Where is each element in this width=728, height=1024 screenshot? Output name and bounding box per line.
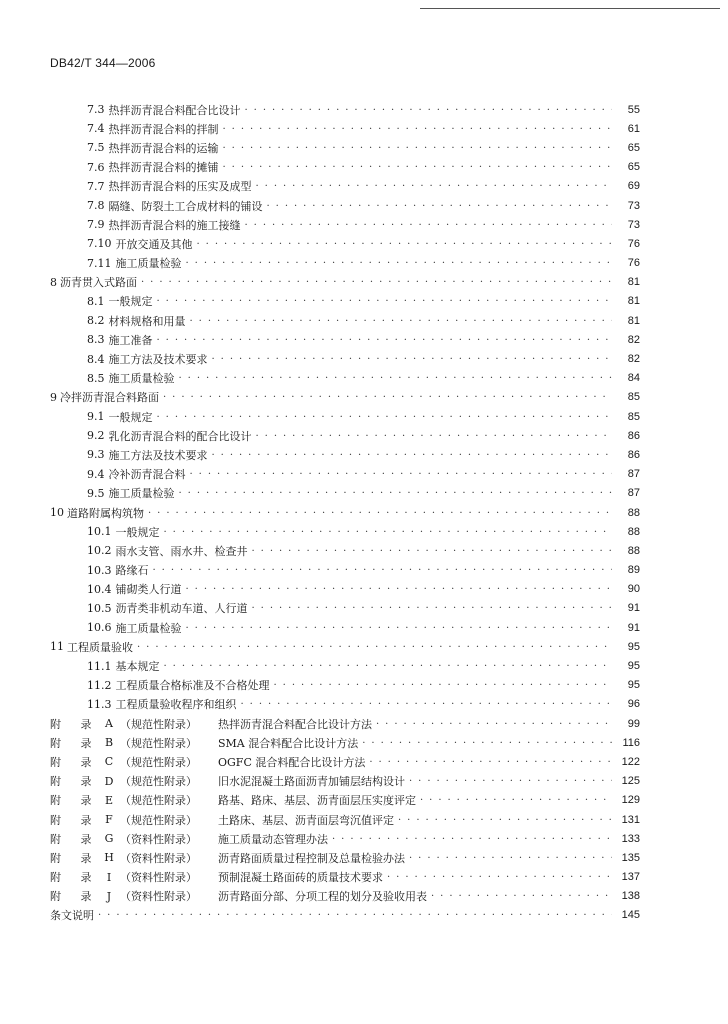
toc-entry-number: 7.7: [87, 179, 105, 193]
toc-entry[interactable]: [50, 580, 640, 599]
toc-entry-title: 施工质量检验: [115, 621, 182, 635]
appendix-type: （资料性附录）: [120, 890, 197, 904]
toc-entry[interactable]: [50, 503, 640, 522]
toc-entry-title: 一般规定: [108, 295, 153, 309]
appendix-letter: H: [104, 851, 114, 865]
toc-entry-title: 热拌沥青混合料配合比设计: [108, 103, 241, 117]
toc-leader-dots: [163, 391, 612, 403]
toc-entry[interactable]: [50, 196, 640, 215]
toc-leader-dots: [157, 334, 613, 346]
appendix-type: （规范性附录）: [120, 736, 197, 750]
toc-entry-number: 9.2: [87, 429, 105, 443]
toc-entry-page: 84: [627, 372, 640, 385]
toc-entry-number: 9.4: [87, 467, 105, 481]
toc-entry-title: 雨水支管、雨水井、检查井: [115, 544, 248, 558]
toc-entry-number: 7.10: [87, 237, 112, 251]
toc-entry-page: 85: [627, 410, 640, 423]
toc-leader-dots: [252, 545, 613, 557]
appendix-page: 135: [621, 851, 640, 864]
appendix-letter: A: [105, 717, 113, 731]
toc-entry-title: 基本规定: [115, 660, 160, 674]
appendix-prefix: 附: [50, 755, 61, 769]
toc-leader-dots: [164, 526, 613, 538]
toc-entry[interactable]: [50, 426, 640, 445]
toc-entry-number: 11.3: [87, 697, 112, 711]
toc-leader-dots: [212, 353, 613, 365]
appendix-letter: J: [106, 889, 112, 903]
appendix-page: 133: [621, 832, 640, 845]
appendix-page: 116: [622, 736, 640, 749]
toc-entry-title: 施工方法及技术要求: [108, 353, 208, 367]
appendix-prefix: 附: [50, 832, 61, 846]
toc-entry-page: 86: [627, 448, 640, 461]
appendix-title: 土路床、基层、沥青面层弯沉值评定: [218, 813, 394, 827]
toc-entry-title: 冷拌沥青混合料路面: [60, 391, 159, 405]
appendix-prefix: 附: [50, 717, 61, 731]
toc-entry[interactable]: [50, 541, 640, 560]
toc-entry-number: 8: [50, 275, 57, 289]
toc-entry-title: 热拌沥青混合料的压实及成型: [108, 180, 252, 194]
appendix-mid: 录: [80, 717, 92, 731]
toc-entry-title: 工程质量验收程序和组织: [115, 698, 237, 712]
toc-entry-page: 91: [627, 621, 640, 634]
toc-leader-dots: [252, 602, 613, 614]
toc-leader-dots: [223, 142, 613, 154]
toc-entry[interactable]: [50, 695, 640, 714]
toc-entry-number: 8.2: [87, 314, 105, 328]
appendix-title: SMA 混合料配合比设计方法: [218, 736, 359, 750]
toc-entry-page: 95: [627, 679, 640, 692]
toc-entry-page: 69: [627, 180, 640, 193]
toc-leader-dots: [362, 737, 612, 749]
toc-leader-dots: [179, 372, 613, 384]
toc-entry-title: 道路附属构筑物: [67, 506, 144, 520]
toc-leader-dots: [148, 507, 612, 519]
toc-entry-page: 82: [627, 333, 640, 346]
appendix-letter: C: [104, 755, 114, 769]
appendix-type: （规范性附录）: [120, 794, 197, 808]
toc-appendix-entry[interactable]: [50, 829, 640, 848]
toc-appendix-entry[interactable]: [50, 772, 640, 791]
toc-leader-dots: [376, 718, 612, 730]
appendix-mid: 录: [80, 755, 92, 769]
toc-leader-dots: [420, 794, 612, 806]
appendix-mid: 录: [80, 851, 92, 865]
toc-entry-number: 7.8: [87, 199, 105, 213]
toc-entry-number: 10.3: [87, 563, 112, 577]
toc-entry-page: 87: [627, 468, 640, 481]
toc-leader-dots: [245, 104, 613, 116]
toc-leader-dots: [256, 430, 613, 442]
toc-entry-page: 90: [627, 583, 640, 596]
toc-entry[interactable]: [50, 599, 640, 618]
toc-entry-page: 96: [627, 698, 640, 711]
appendix-mid: 录: [80, 871, 92, 885]
appendix-mid: 录: [80, 832, 92, 846]
toc-entry[interactable]: [50, 637, 640, 656]
toc-entry-page: 81: [627, 295, 640, 308]
toc-leader-dots: [137, 641, 612, 653]
toc-leader-dots: [157, 295, 613, 307]
toc-entry-page: 55: [627, 103, 640, 116]
appendix-title: 热拌沥青混合料配合比设计方法: [218, 717, 372, 731]
explanation-page: 145: [621, 909, 640, 922]
toc-entry-page: 82: [627, 353, 640, 366]
appendix-type: （规范性附录）: [120, 775, 197, 789]
toc-entry-number: 7.11: [87, 256, 112, 270]
appendix-mid: 录: [80, 813, 92, 827]
toc-leader-dots: [369, 756, 612, 768]
toc-entry-title: 施工质量检验: [115, 257, 182, 271]
toc-entry-page: 81: [627, 314, 640, 327]
toc-leader-dots: [98, 909, 612, 921]
toc-entry-page: 81: [627, 276, 640, 289]
appendix-mid: 录: [80, 890, 92, 904]
toc-entry[interactable]: [50, 138, 640, 157]
toc-entry-title: 乳化沥青混合料的配合比设计: [108, 429, 252, 443]
toc-entry-number: 10: [50, 506, 64, 520]
toc-entry-number: 10.2: [87, 544, 112, 558]
appendix-title: 旧水泥混凝土路面沥青加铺层结构设计: [218, 775, 405, 789]
toc-entry-title: 热拌沥青混合料的运输: [108, 141, 219, 155]
toc-entry-title: 沥青类非机动车道、人行道: [115, 602, 248, 616]
toc-entry-number: 9: [50, 390, 57, 404]
appendix-type: （资料性附录）: [120, 871, 197, 885]
top-rule: [420, 8, 720, 9]
toc-entry-title: 施工方法及技术要求: [108, 448, 208, 462]
toc-entry-number: 9.1: [87, 410, 105, 424]
appendix-prefix: 附: [50, 736, 61, 750]
toc-entry-page: 73: [627, 218, 640, 231]
toc-leader-dots: [179, 487, 613, 499]
toc-entry[interactable]: [50, 407, 640, 426]
toc-entry-number: 7.4: [87, 122, 105, 136]
toc-entry-page: 88: [627, 525, 640, 538]
toc-entry-page: 73: [627, 199, 640, 212]
toc-entry[interactable]: [50, 618, 640, 637]
appendix-prefix: 附: [50, 794, 61, 808]
toc-appendix-entry[interactable]: [50, 848, 640, 867]
toc-leader-dots: [157, 411, 613, 423]
appendix-page: 122: [621, 755, 640, 768]
toc-entry-title: 铺砌类人行道: [115, 583, 182, 597]
appendix-type: （资料性附录）: [120, 851, 197, 865]
toc-entry-number: 7.6: [87, 160, 105, 174]
toc-entry-number: 10.6: [87, 621, 112, 635]
toc-entry[interactable]: [50, 158, 640, 177]
toc-leader-dots: [212, 449, 613, 461]
toc-leader-dots: [274, 679, 613, 691]
appendix-page: 129: [621, 794, 640, 807]
toc-entry-number: 8.1: [87, 294, 105, 308]
toc-entry[interactable]: [50, 273, 640, 292]
toc-entry-title: 开放交通及其他: [115, 237, 193, 251]
toc-entry[interactable]: [50, 465, 640, 484]
appendix-type: （规范性附录）: [120, 717, 197, 731]
appendix-page: 125: [621, 775, 640, 788]
toc-leader-dots: [223, 161, 613, 173]
table-of-contents: [50, 100, 640, 925]
toc-entry-page: 76: [627, 237, 640, 250]
toc-leader-dots: [153, 564, 613, 576]
toc-entry-number: 8.5: [87, 371, 105, 385]
appendix-letter: G: [104, 832, 114, 846]
toc-leader-dots: [186, 257, 613, 269]
toc-entry[interactable]: [50, 254, 640, 273]
toc-entry-page: 85: [627, 391, 640, 404]
toc-entry[interactable]: [50, 445, 640, 464]
toc-entry-title: 热拌沥青混合料的拌制: [108, 122, 219, 136]
toc-entry-title: 施工质量检验: [108, 487, 175, 501]
toc-leader-dots: [387, 871, 612, 883]
toc-entry-number: 8.4: [87, 352, 105, 366]
appendix-letter: D: [104, 774, 114, 788]
appendix-type: （规范性附录）: [120, 755, 197, 769]
appendix-page: 99: [627, 717, 640, 730]
toc-entry-page: 65: [627, 161, 640, 174]
toc-explanation-entry[interactable]: [50, 906, 640, 925]
appendix-title: 路基、路床、基层、沥青面层压实度评定: [218, 794, 416, 808]
toc-entry-number: 9.5: [87, 486, 105, 500]
toc-entry-page: 88: [627, 544, 640, 557]
toc-entry[interactable]: [50, 484, 640, 503]
toc-entry[interactable]: [50, 522, 640, 541]
toc-entry-number: 11: [50, 640, 64, 654]
toc-leader-dots: [141, 276, 612, 288]
toc-leader-dots: [431, 890, 612, 902]
appendix-prefix: 附: [50, 813, 61, 827]
toc-entry-title: 施工质量检验: [108, 372, 175, 386]
toc-entry-title: 热拌沥青混合料的摊铺: [108, 161, 219, 175]
toc-entry[interactable]: [50, 311, 640, 330]
appendix-mid: 录: [80, 794, 92, 808]
toc-entry-number: 7.3: [87, 103, 105, 117]
toc-entry-page: 86: [627, 429, 640, 442]
appendix-page: 137: [621, 871, 640, 884]
toc-entry-number: 10.5: [87, 601, 112, 615]
toc-appendix-entry[interactable]: [50, 887, 640, 906]
toc-leader-dots: [186, 622, 613, 634]
toc-leader-dots: [267, 200, 613, 212]
toc-entry-number: 7.9: [87, 218, 105, 232]
toc-entry-title: 施工准备: [108, 333, 153, 347]
toc-leader-dots: [164, 660, 613, 672]
toc-entry-page: 65: [627, 141, 640, 154]
document-code: DB42/T 344—2006: [50, 56, 156, 70]
appendix-letter: I: [106, 870, 112, 884]
toc-leader-dots: [241, 698, 613, 710]
toc-entry-title: 材料规格和用量: [108, 314, 186, 328]
appendix-page: 131: [621, 813, 640, 826]
toc-entry-page: 91: [627, 602, 640, 615]
toc-entry[interactable]: [50, 676, 640, 695]
toc-entry[interactable]: [50, 330, 640, 349]
toc-entry[interactable]: [50, 656, 640, 675]
toc-entry-page: 87: [627, 487, 640, 500]
toc-leader-dots: [186, 583, 613, 595]
toc-entry-number: 7.5: [87, 141, 105, 155]
toc-entry-number: 8.3: [87, 333, 105, 347]
toc-leader-dots: [409, 852, 612, 864]
toc-entry[interactable]: [50, 234, 640, 253]
appendix-prefix: 附: [50, 871, 61, 885]
toc-leader-dots: [223, 123, 613, 135]
toc-entry-number: 11.2: [87, 678, 112, 692]
appendix-prefix: 附: [50, 890, 61, 904]
toc-entry-title: 一般规定: [115, 525, 160, 539]
appendix-type: （规范性附录）: [120, 813, 197, 827]
explanation-title: 条文说明: [50, 909, 94, 923]
toc-leader-dots: [190, 315, 613, 327]
appendix-title: 预制混凝土路面砖的质量技术要求: [218, 871, 383, 885]
toc-entry-title: 冷补沥青混合料: [108, 468, 186, 482]
toc-entry[interactable]: [50, 292, 640, 311]
appendix-type: （资料性附录）: [120, 832, 197, 846]
toc-entry[interactable]: [50, 100, 640, 119]
toc-entry-page: 61: [627, 122, 640, 135]
toc-leader-dots: [332, 833, 612, 845]
appendix-title: 施工质量动态管理办法: [218, 832, 328, 846]
toc-entry[interactable]: [50, 177, 640, 196]
toc-leader-dots: [256, 180, 613, 192]
toc-leader-dots: [398, 814, 612, 826]
appendix-letter: F: [105, 813, 113, 827]
toc-leader-dots: [197, 238, 613, 250]
toc-entry-page: 88: [627, 506, 640, 519]
appendix-prefix: 附: [50, 851, 61, 865]
toc-entry-title: 路缘石: [115, 564, 149, 578]
toc-appendix-entry[interactable]: [50, 752, 640, 771]
toc-leader-dots: [245, 219, 613, 231]
toc-leader-dots: [409, 775, 612, 787]
toc-appendix-entry[interactable]: [50, 733, 640, 752]
toc-entry-page: 76: [627, 257, 640, 270]
toc-entry[interactable]: [50, 388, 640, 407]
toc-entry-number: 10.4: [87, 582, 112, 596]
appendix-letter: E: [104, 793, 114, 807]
toc-appendix-entry[interactable]: [50, 714, 640, 733]
toc-appendix-entry[interactable]: [50, 810, 640, 829]
toc-entry-title: 工程质量验收: [67, 640, 133, 654]
appendix-title: OGFC 混合料配合比设计方法: [218, 755, 366, 769]
toc-entry-page: 95: [627, 640, 640, 653]
appendix-title: 沥青路面分部、分项工程的划分及验收用表: [218, 890, 427, 904]
toc-entry-title: 沥青贯入式路面: [60, 276, 137, 290]
appendix-prefix: 附: [50, 775, 61, 789]
toc-entry-page: 95: [627, 660, 640, 673]
toc-leader-dots: [190, 468, 613, 480]
toc-entry-title: 隔缝、防裂土工合成材料的铺设: [108, 199, 263, 213]
toc-entry-number: 11.1: [87, 659, 112, 673]
toc-entry-title: 工程质量合格标准及不合格处理: [115, 679, 270, 693]
toc-entry-number: 9.3: [87, 448, 105, 462]
toc-entry[interactable]: [50, 349, 640, 368]
toc-entry[interactable]: [50, 119, 640, 138]
toc-entry-title: 热拌沥青混合料的施工接缝: [108, 218, 241, 232]
toc-entry-title: 一般规定: [108, 410, 153, 424]
toc-entry[interactable]: [50, 369, 640, 388]
toc-entry[interactable]: [50, 561, 640, 580]
appendix-page: 138: [621, 890, 640, 903]
toc-entry[interactable]: [50, 215, 640, 234]
toc-appendix-entry[interactable]: [50, 791, 640, 810]
toc-entry-page: 89: [627, 564, 640, 577]
appendix-letter: B: [104, 736, 114, 750]
toc-entry-number: 10.1: [87, 525, 112, 539]
appendix-mid: 录: [80, 775, 92, 789]
appendix-mid: 录: [80, 736, 92, 750]
toc-appendix-entry[interactable]: [50, 868, 640, 887]
appendix-title: 沥青路面质量过程控制及总量检验办法: [218, 851, 405, 865]
